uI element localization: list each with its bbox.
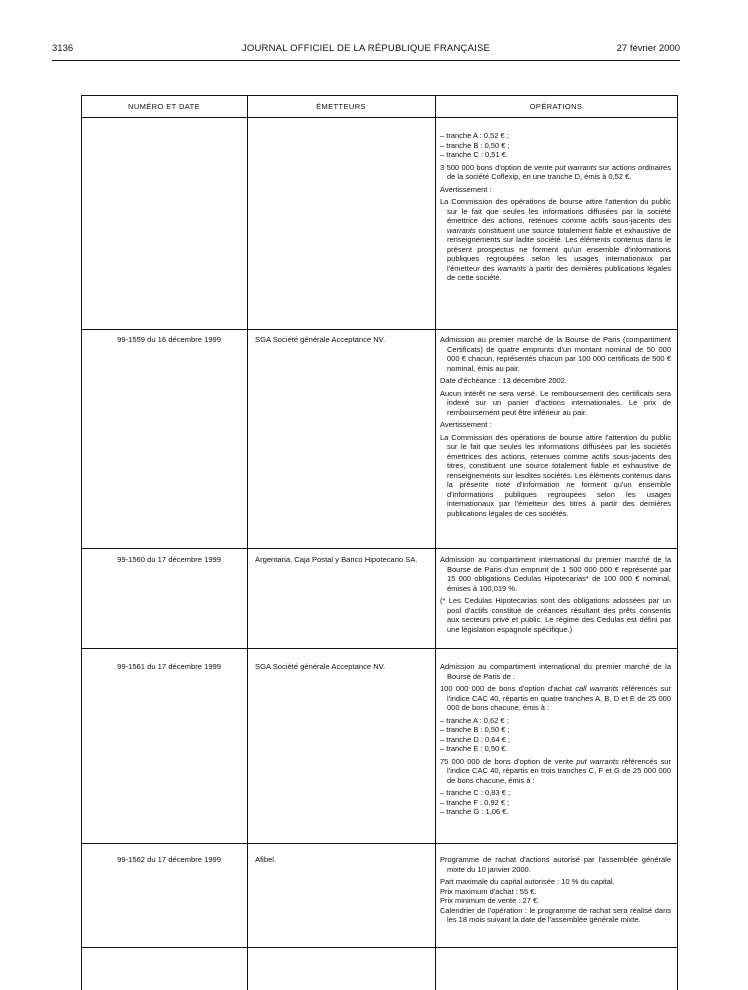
operations-line: – tranche E : 0,50 €. xyxy=(440,744,508,753)
operations-paragraph: Admission au compartiment international du premier marché de la Bourse de Paris de : xyxy=(440,662,671,681)
operations-paragraph: 75 000 000 de bons d'option de vente put warrants référencés sur l'indice CAC 40, répartis en trois tranches C, F et G de 25 000 000 de bons chacune, émis à : xyxy=(440,756,671,785)
operations-line: – tranche A : 0,62 € ; xyxy=(440,715,509,725)
number-date-text: 99-1562 du 17 décembre 1999 xyxy=(117,855,221,864)
row-divider xyxy=(81,548,678,549)
operations-paragraph: Admission au premier marché de la Bourse de Paris (compartiment Certificats) de quatre emprunts d'un montant nominal de 50 000 000 € chacun, représentés chacun par 100 000 certificats de 500 € nominal, émis au pair. xyxy=(440,335,671,373)
operations-line: – tranche C : 0,51 €. xyxy=(440,150,508,159)
column-header-issuers: ÉMETTEURS xyxy=(316,102,366,111)
operations-paragraph: Admission au compartiment international du premier marché de la Bourse de Paris d'un emprunt de 1 500 000 000 € représenté par 15 000 obligations Cedulas Hipotecarias* de 100 000 € nominal, émises à 100,019 %. xyxy=(440,555,671,593)
column-header-operations: OPÉRATIONS xyxy=(529,102,583,111)
operations-paragraph: (* Les Cedulas Hipotecarias sont des obligations adossées par un pool d'actifs constitué de créances résultant des prêts consentis aux secteurs privé et public. Le régime des Cedulas est défini par une législation espagnole spécifique.) xyxy=(440,596,671,634)
number-date-text: 99-1560 du 17 décembre 1999 xyxy=(117,555,221,564)
row-divider xyxy=(81,843,678,844)
operations-line: – tranche D : 0,64 € ; xyxy=(440,734,511,744)
operations-line: – tranche A : 0,52 € ; xyxy=(440,131,509,140)
row-divider xyxy=(81,329,678,330)
operations-line: Part maximale du capital autorisée : 10 % du capital. xyxy=(440,877,615,886)
table-border-right xyxy=(677,95,678,990)
operations-table xyxy=(81,95,678,990)
operations-paragraph: La Commission des opérations de bourse attire l'attention du public sur le fait que seules les informations diffusées par la société émettrice des actions, retenues comme actifs sous-jacents des warrants constituent une source totalement fiable et exhaustive de renseignements sur ladite société. Les éléments contenus dans le présent prospectus ne forment qu'un ensemble d'informations publiques regroupées selon les usages internationaux par l'émetteur des warrants à partir des dernières publications légales de cette société. xyxy=(440,197,671,282)
row-operations xyxy=(440,662,671,817)
header-rule xyxy=(52,60,680,61)
row-issuer: Argentaria, Caja Postal y Banco Hipotecario SA. xyxy=(255,555,418,564)
row-operations xyxy=(440,855,671,928)
operations-line: – tranche G : 1,06 €. xyxy=(440,807,509,816)
operations-paragraph: Calendrier de l'opération : le programme de rachat sera réalisé dans les 18 mois suivant la date de l'assemblée générale mixte. xyxy=(440,905,671,924)
operations-paragraph: Avertissement : xyxy=(440,184,492,194)
operations-paragraph: 100 000 000 de bons d'option d'achat call warrants référencés sur l'indice CAC 40, répartis en quatre tranches A, B, D et E de 25 000 000 de bons chacune, émis à : xyxy=(440,684,671,712)
page-number: 3136 xyxy=(52,43,74,54)
row-operations xyxy=(440,555,671,637)
operations-line: – tranche B : 0,50 € ; xyxy=(440,140,510,150)
journal-title: JOURNAL OFFICIEL DE LA RÉPUBLIQUE FRANÇAISE xyxy=(241,43,491,54)
header-row-divider xyxy=(81,117,678,118)
operations-paragraph: 3 500 000 bons d'option de vente put warrants sur actions ordinaires de la société Coflexip, en une tranche D, émis à 0,52 €. xyxy=(440,162,671,181)
operations-line: – tranche B : 0,50 € ; xyxy=(440,725,510,734)
issue-date: 27 février 2000 xyxy=(616,43,680,54)
column-divider xyxy=(247,95,248,990)
table-header xyxy=(81,95,678,117)
operations-paragraph: Avertissement : xyxy=(440,420,492,429)
row-divider xyxy=(81,947,678,948)
operations-paragraph: Date d'échéance : 13 décembre 2002. xyxy=(440,376,567,385)
running-header xyxy=(52,42,680,56)
operations-line: Prix maximum d'achat : 55 €. xyxy=(440,886,537,896)
row-issuer: SGA Société générale Acceptance NV. xyxy=(255,335,386,344)
table-row-continuation-operations xyxy=(440,131,671,286)
column-header-number-date: NUMÉRO ET DATE xyxy=(128,102,200,111)
row-issuer: Afibel. xyxy=(255,855,277,864)
number-date-text: 99-1561 du 17 décembre 1999 xyxy=(117,662,221,671)
operations-paragraph: Aucun intérêt ne sera versé. Le remboursement des certificats sera indexé sur un panier d'actions internationales. Le prix de remboursement peut être inférieur au pair. xyxy=(440,388,671,417)
operations-line: Prix minimum de vente : 27 €. xyxy=(440,896,540,905)
operations-paragraph: Programme de rachat d'actions autorisé par l'assemblée générale mixte du 10 janvier 2000. xyxy=(440,855,671,874)
table-border-left xyxy=(81,95,82,990)
row-issuer: SGA Société générale Acceptance NV. xyxy=(255,662,386,671)
row-operations xyxy=(440,335,671,521)
number-date-text: 99-1559 du 16 décembre 1999 xyxy=(117,335,221,344)
column-divider xyxy=(435,95,436,990)
row-divider xyxy=(81,648,678,649)
operations-line: – tranche C : 0,83 € ; xyxy=(440,788,511,797)
operations-paragraph: La Commission des opérations de bourse attire l'attention du public sur le fait que seules les informations diffusées par les sociétés émettrices des actions, retenues comme actifs sous-jacents des titres, constituent une source totalement fiable et exhaustive de renseignements sur lesdites sociétés. Les éléments contenus dans la présente note d'information ne forment qu'un ensemble d'informations publiques regroupées selon les usages internationaux par l'émetteur des titres à partir des dernières publications légales de ces sociétés. xyxy=(440,432,671,518)
operations-line: – tranche F : 0,92 € ; xyxy=(440,797,510,807)
